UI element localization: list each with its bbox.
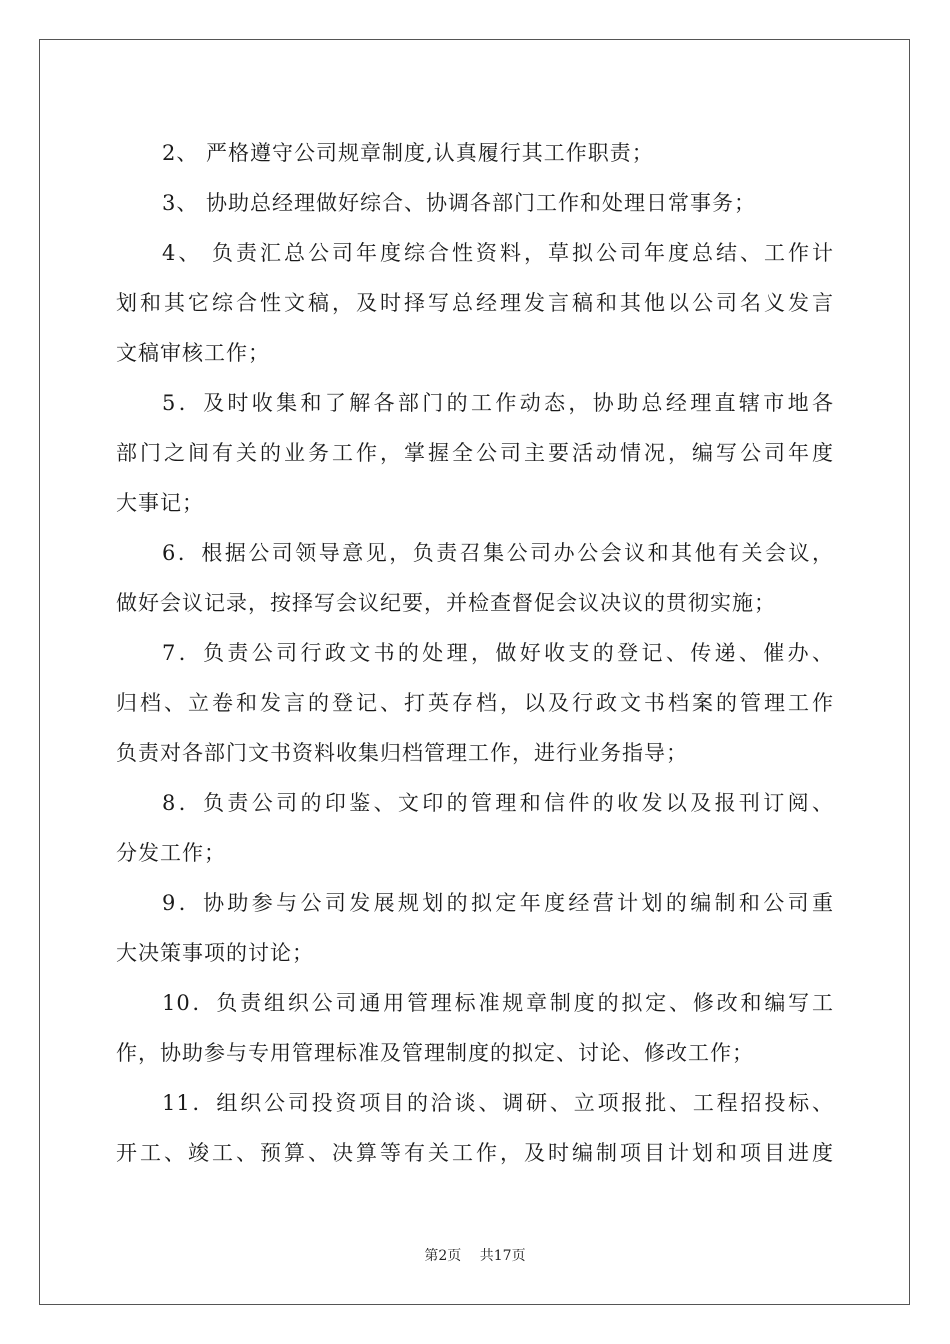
text-line: 作，协助参与专用管理标准及管理制度的拟定、讨论、修改工作；: [116, 1041, 754, 1065]
text-line: 大决策事项的讨论；: [116, 941, 314, 965]
text-line: 2、 严格遵守公司规章制度,认真履行其工作职责；: [162, 141, 654, 165]
text-line: 10．负责组织公司通用管理标准规章制度的拟定、修改和编写工: [162, 991, 834, 1015]
text-line: 归档、立卷和发言的登记、打英存档，以及行政文书档案的管理工作: [116, 691, 834, 715]
document-body: [116, 128, 834, 1178]
page-total: 共17页: [479, 1248, 526, 1264]
page-footer: [0, 1245, 950, 1265]
text-line: 7．负责公司行政文书的处理，做好收支的登记、传递、催办、: [162, 641, 834, 665]
text-line: 分发工作；: [116, 841, 226, 865]
text-line: 划和其它综合性文稿，及时择写总经理发言稿和其他以公司名义发言: [116, 291, 834, 315]
text-line: 4、 负责汇总公司年度综合性资料，草拟公司年度总结、工作计: [162, 241, 834, 265]
text-line: 9．协助参与公司发展规划的拟定年度经营计划的编制和公司重: [162, 891, 834, 915]
text-line: 部门之间有关的业务工作，掌握全公司主要活动情况，编写公司年度: [116, 441, 834, 465]
text-line: 6．根据公司领导意见，负责召集公司办公会议和其他有关会议，: [162, 541, 834, 565]
page-number: 第2页: [424, 1248, 462, 1264]
text-line: 负责对各部门文书资料收集归档管理工作，进行业务指导；: [116, 741, 688, 765]
text-line: 大事记；: [116, 491, 204, 515]
text-line: 5．及时收集和了解各部门的工作动态，协助总经理直辖市地各: [162, 391, 834, 415]
text-line: 8．负责公司的印鉴、文印的管理和信件的收发以及报刊订阅、: [162, 791, 834, 815]
text-line: 3、 协助总经理做好综合、协调各部门工作和处理日常事务；: [162, 191, 757, 215]
text-line: 11．组织公司投资项目的洽谈、调研、立项报批、工程招投标、: [162, 1091, 834, 1115]
text-line: 开工、竣工、预算、决算等有关工作，及时编制项目计划和项目进度: [116, 1141, 834, 1165]
text-line: 文稿审核工作；: [116, 341, 270, 365]
text-line: 做好会议记录，按择写会议纪要，并检查督促会议决议的贯彻实施；: [116, 591, 776, 615]
